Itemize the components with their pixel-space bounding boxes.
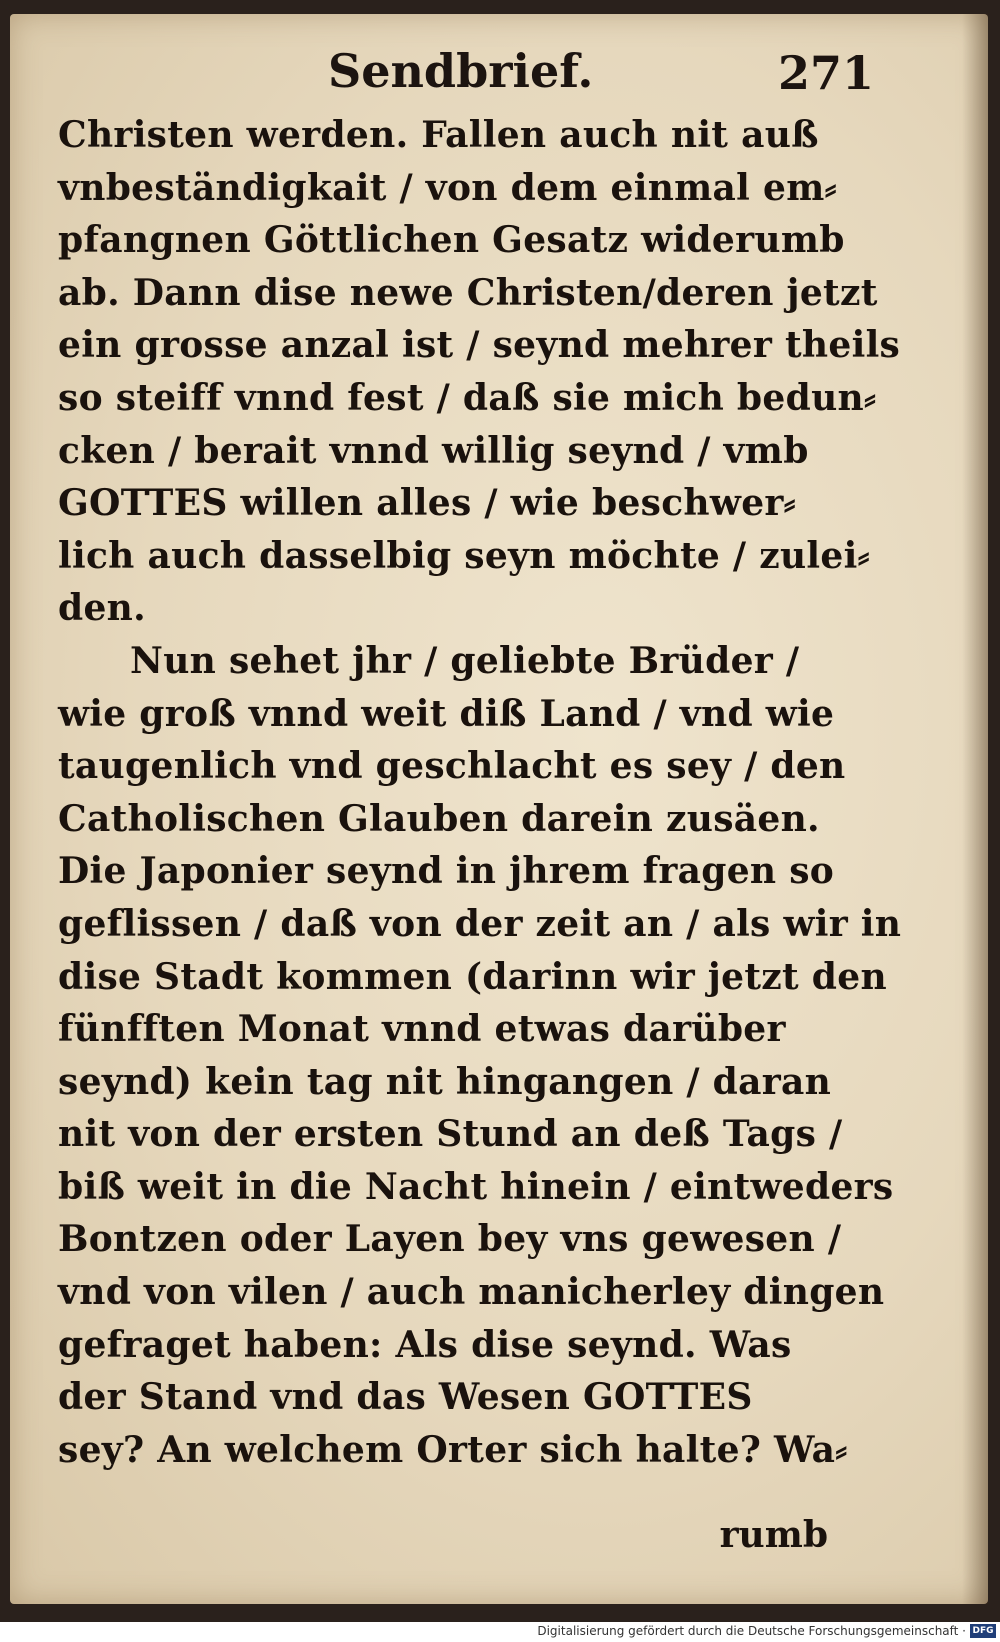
funding-credit: Digitalisierung gefördert durch die Deutsche Forschungsgemeinschaft · — [537, 1624, 966, 1638]
text-line: cken / berait vnnd willig seynd / vmb — [58, 429, 809, 472]
text-line: vnbeständigkait / von dem einmal em⸗ — [58, 166, 837, 209]
text-line: so steiff vnnd fest / daß sie mich bedun⸗ — [58, 376, 877, 419]
body-text — [58, 109, 902, 1476]
text-line: Bontzen oder Layen bey vns gewesen / — [58, 1218, 842, 1261]
text-line: dise Stadt kommen (darinn wir jetzt den — [58, 955, 887, 998]
text-line: lich auch dasselbig seyn möchte / zulei⸗ — [58, 534, 870, 577]
page-number: 271 — [777, 46, 874, 100]
text-line: Die Japonier seynd in jhrem fragen so — [58, 850, 835, 893]
book-page — [10, 14, 988, 1604]
text-line: der Stand vnd das Wesen GOTTES — [58, 1376, 753, 1419]
text-line: Christen werden. Fallen auch nit auß — [58, 114, 819, 156]
page-header — [60, 36, 880, 106]
paragraph-start-line: Nun sehet jhr / geliebte Brüder / — [130, 639, 800, 682]
text-line: fünfften Monat vnnd etwas darüber — [58, 1008, 786, 1051]
catchword: rumb — [719, 1514, 828, 1556]
text-line: ein grosse anzal ist / seynd mehrer theils — [58, 324, 901, 367]
text-line: gefraget haben: Als dise seynd. Was — [58, 1323, 792, 1366]
text-line: Catholischen Glauben darein zusäen. — [58, 797, 820, 840]
dfg-logo-icon: DFG — [970, 1624, 996, 1638]
text-line: vnd von vilen / auch manicherley dingen — [58, 1271, 885, 1314]
text-line: wie groß vnnd weit diß Land / vnd wie — [58, 692, 835, 735]
text-line: ab. Dann dise newe Christen/deren jetzt — [58, 271, 878, 314]
text-line: den. — [58, 587, 146, 630]
text-line: pfangnen Göttlichen Gesatz widerumb — [58, 219, 845, 262]
footer-bar — [0, 1622, 1000, 1642]
text-line: seynd) kein tag nit hingangen / daran — [58, 1060, 832, 1103]
text-line: geflissen / daß von der zeit an / als wir in — [58, 902, 902, 945]
running-head: Sendbrief. — [328, 44, 594, 98]
text-line: taugenlich vnd geschlacht es sey / den — [58, 745, 846, 788]
text-line: sey? An welchem Orter sich halte? Wa⸗ — [58, 1428, 848, 1471]
text-line: nit von der ersten Stund an deß Tags / — [58, 1113, 843, 1156]
text-line: GOTTES willen alles / wie beschwer⸗ — [58, 482, 796, 525]
text-line: biß weit in die Nacht hinein / eintweders — [58, 1165, 894, 1208]
